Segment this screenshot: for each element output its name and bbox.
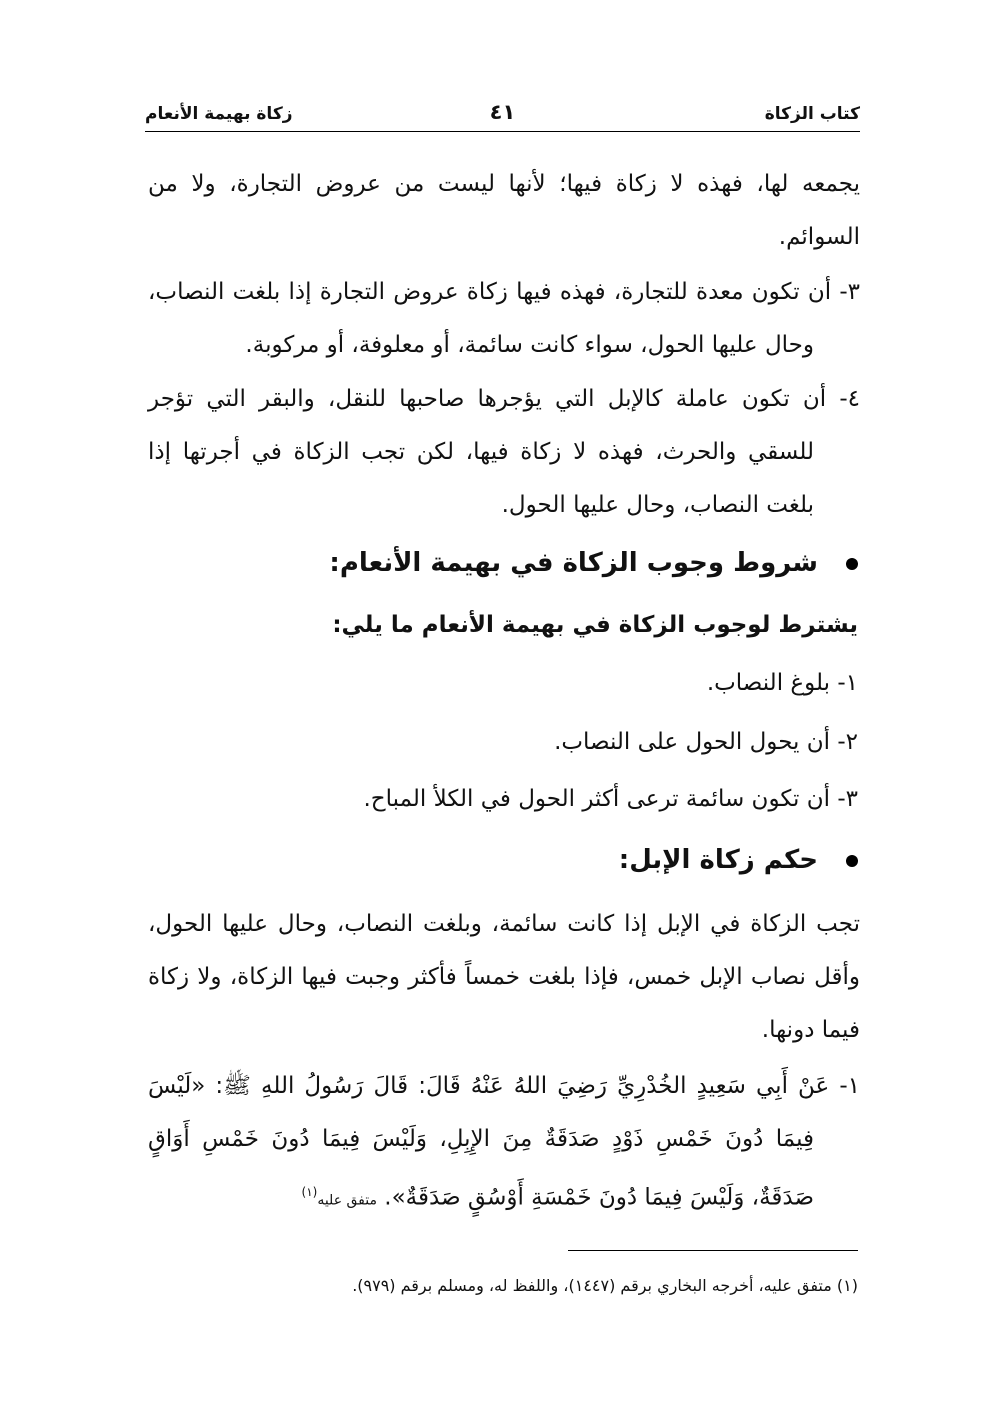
footnote-divider	[568, 1250, 858, 1251]
hadith-item	[148, 1060, 860, 1228]
hadith-container	[148, 1060, 860, 1228]
footnote-marker[interactable]: (١)	[301, 1185, 318, 1199]
heading-text: شروط وجوب الزكاة في بهيمة الأنعام:	[329, 548, 818, 578]
condition-item: ٢- أن يحول الحول على النصاب.	[554, 729, 858, 755]
hadith-text: ١- عَنْ أَبِي سَعِيدٍ الخُدْرِيِّ رَضِيَ اللهُ عَنْهُ قَالَ: قَالَ رَسُولُ اللهِ ﷺ: «لَيْسَ فِيمَا دُونَ خَمْسِ ذَوْدٍ صَدَقَةٌ مِنَ الإِبِلِ، وَلَيْسَ فِيمَا دُونَ خَمْسِ أَوَاقٍ صَدَقَةٌ، وَلَيْسَ فِيمَا دُونَ خَمْسَةِ أَوْسُقٍ صَدَقَةٌ».	[148, 1073, 860, 1211]
bullet-icon	[846, 855, 858, 867]
section-heading-camels	[619, 845, 858, 875]
list-item-text: ٤- أن تكون عاملة كالإبل التي يؤجرها صاحبها للنقل، والبقر التي تؤجر للسقي والحرث، فهذه لا زكاة فيها، لكن تجب الزكاة في أجرتها إذا بلغت النصاب، وحال عليها الحول.	[148, 386, 860, 518]
page-number: ٤١	[489, 100, 516, 124]
hadith-grading: متفق عليه	[317, 1192, 377, 1209]
heading-text: حكم زكاة الإبل:	[618, 845, 818, 875]
header-divider	[145, 131, 860, 132]
section-heading-conditions	[329, 548, 858, 578]
book-title: كتاب الزكاة	[764, 104, 860, 124]
intro-paragraph: يجمعه لها، فهذه لا زكاة فيها؛ لأنها ليست من عروض التجارة، ولا من السوائم.	[148, 171, 860, 250]
list-item-text: ٣- أن تكون معدة للتجارة، فهذه فيها زكاة عروض التجارة إذا بلغت النصاب، وحال عليها الحول، سواء كانت سائمة، أو معلوفة، أو مركوبة.	[148, 279, 860, 358]
bullet-icon	[846, 558, 858, 570]
condition-item: ٣- أن تكون سائمة ترعى أكثر الحول في الكلأ المباح.	[363, 786, 858, 812]
camels-paragraph: تجب الزكاة في الإبل إذا كانت سائمة، وبلغت النصاب، وحال عليها الحول، وأقل نصاب الإبل خمس، فإذا بلغت خمساً فأكثر وجبت فيها الزكاة، ولا زكاة فيما دونها.	[148, 911, 860, 1043]
conditions-intro: يشترط لوجوب الزكاة في بهيمة الأنعام ما يلي:	[332, 612, 858, 638]
chapter-title: زكاة بهيمة الأنعام	[145, 104, 293, 124]
list-item	[148, 266, 860, 372]
list-item	[148, 373, 860, 532]
condition-item: ١- بلوغ النصاب.	[706, 670, 858, 696]
footnote: (١) متفق عليه، أخرجه البخاري برقم (١٤٤٧)، واللفظ له، ومسلم برقم (٩٧٩).	[352, 1276, 858, 1295]
page-header	[145, 98, 860, 132]
